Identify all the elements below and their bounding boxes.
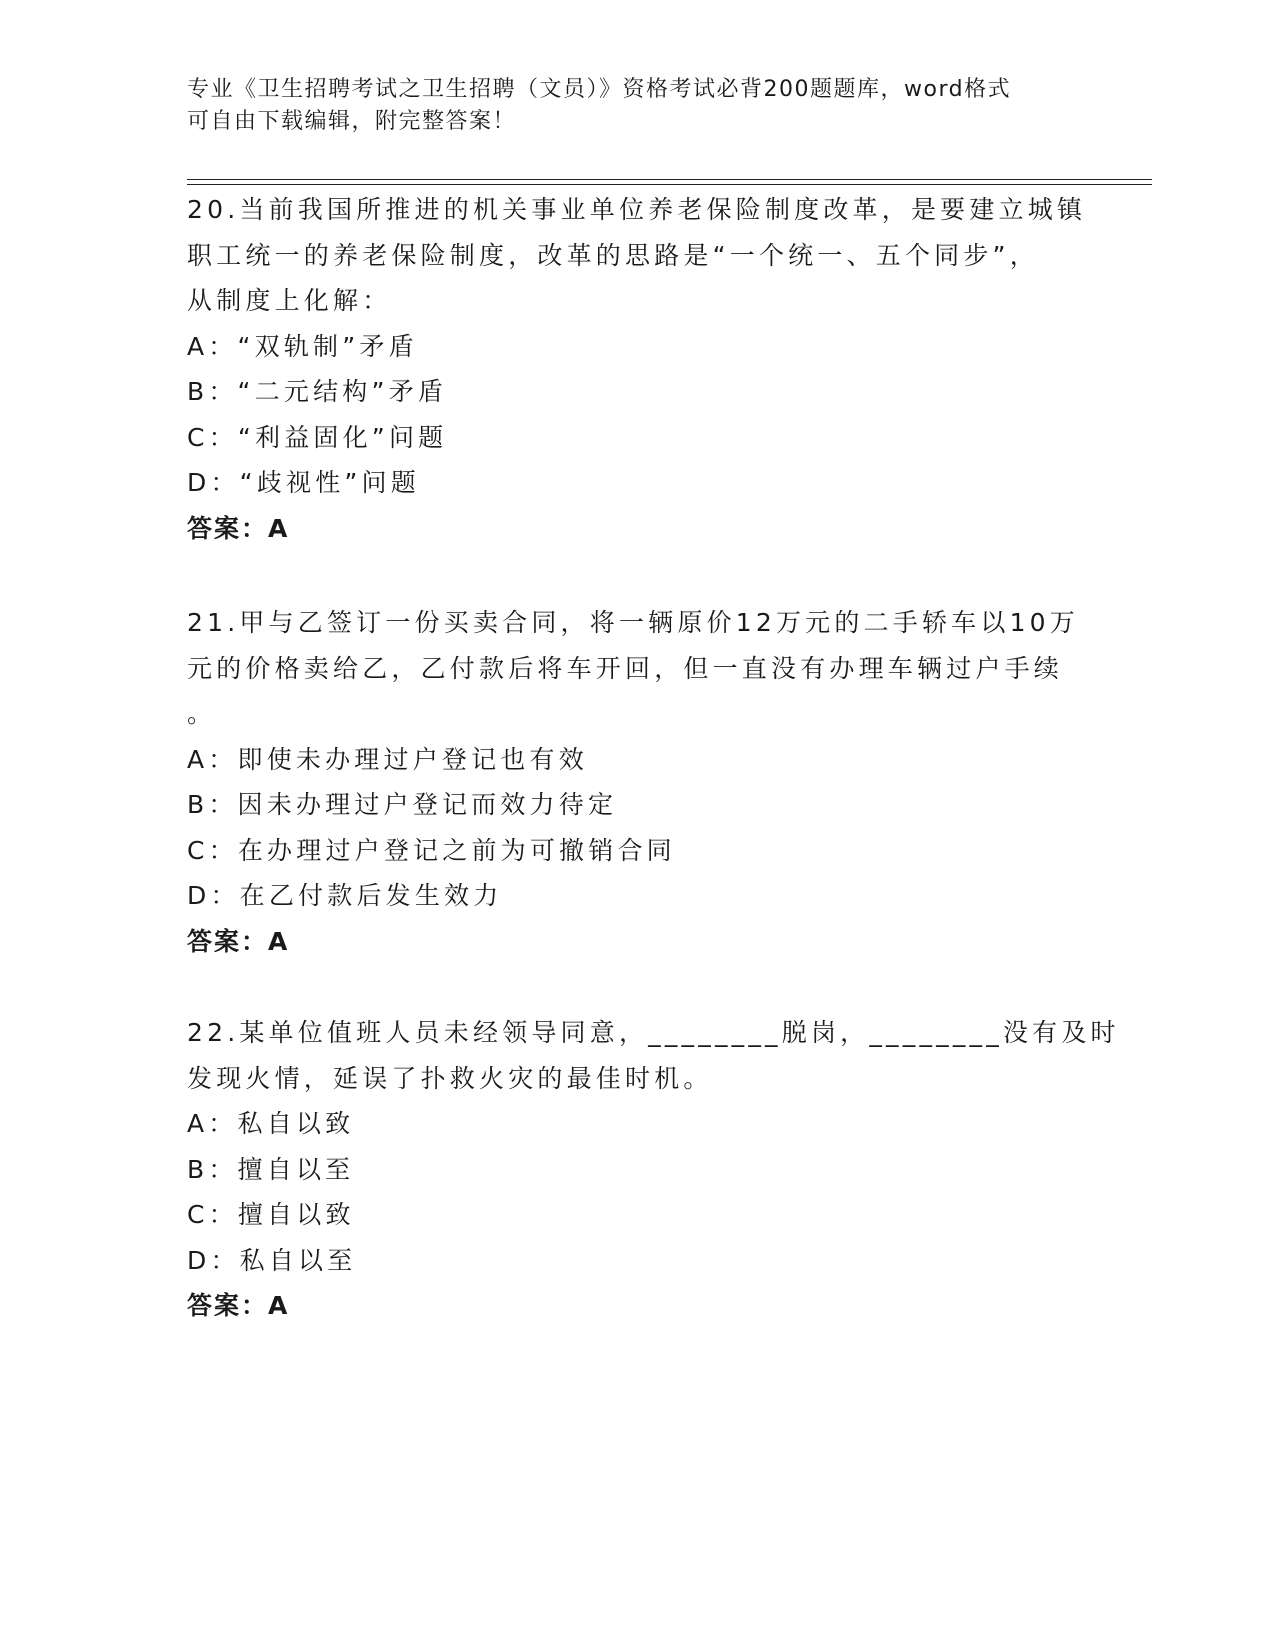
option-b: B：“二元结构”矛盾 [187, 377, 448, 406]
question-stem-line: 职工统一的养老保险制度，改革的思路是“一个统一、五个同步”， [187, 240, 1039, 270]
question-stem-line: 发现火情，延误了扑救火灾的最佳时机。 [187, 1063, 713, 1093]
option-d: D：在乙付款后发生效力 [187, 881, 503, 910]
header-line-2: 可自由下载编辑，附完整答案！ [187, 109, 517, 134]
answer: 答案：A [187, 513, 290, 543]
question-stem-line: 20.当前我国所推进的机关事业单位养老保险制度改革，是要建立城镇 [187, 195, 1087, 224]
question-21 [187, 600, 1087, 964]
header-line-1: 专业《卫生招聘考试之卫生招聘（文员）》资格考试必背200题题库，word格式 [187, 77, 1012, 102]
question-stem-line: 从制度上化解： [187, 286, 392, 315]
option-a: A：“双轨制”矛盾 [187, 331, 418, 361]
document-header [187, 74, 1067, 138]
option-b: B：擅自以至 [187, 1154, 355, 1184]
question-stem-line: 21.甲与乙签订一份买卖合同，将一辆原价12万元的二手轿车以10万 [187, 608, 1079, 637]
option-a: A：即使未办理过户登记也有效 [187, 744, 588, 774]
option-c: C：“利益固化”问题 [187, 422, 448, 452]
answer: 答案：A [187, 926, 290, 956]
question-20 [187, 187, 1087, 551]
option-c: C：在办理过户登记之前为可撤销合同 [187, 835, 676, 865]
header-divider-top [187, 179, 1152, 180]
option-d: D：私自以至 [187, 1245, 357, 1275]
header-divider-bottom [187, 184, 1152, 185]
question-stem-line: 元的价格卖给乙，乙付款后将车开回，但一直没有办理车辆过户手续 [187, 653, 1064, 683]
question-stem-line: 。 [187, 699, 217, 728]
option-b: B：因未办理过户登记而效力待定 [187, 790, 618, 819]
answer: 答案：A [187, 1291, 290, 1320]
option-c: C：擅自以致 [187, 1200, 355, 1229]
option-a: A：私自以致 [187, 1109, 355, 1138]
question-stem-line: 22.某单位值班人员未经领导同意，________脱岗，________没有及时 [187, 1018, 1120, 1047]
question-22 [187, 1010, 1120, 1329]
option-d: D：“歧视性”问题 [187, 468, 420, 497]
